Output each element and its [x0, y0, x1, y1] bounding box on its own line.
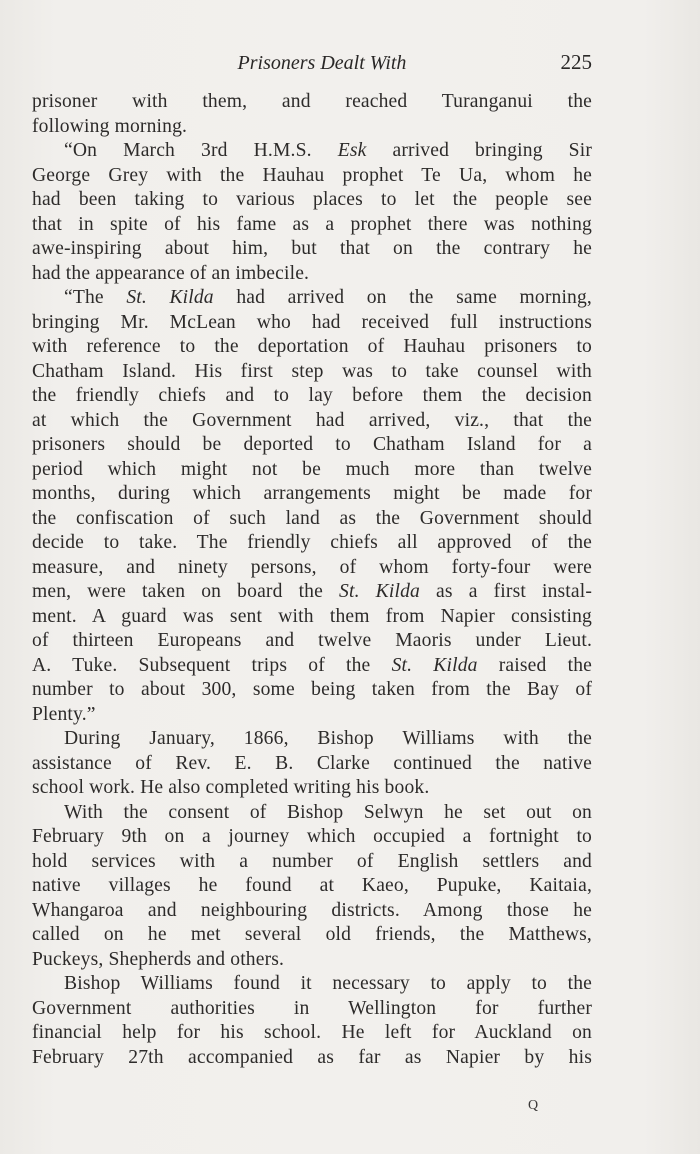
text-segment: school work. He also completed writing his book.: [32, 777, 430, 798]
text-line: [32, 752, 592, 777]
ship-name: St. Kilda: [391, 654, 478, 676]
text-line: [32, 997, 592, 1022]
text-line: [32, 311, 592, 336]
text-line: [32, 654, 592, 679]
page-number: 225: [560, 50, 592, 74]
text-line: [32, 237, 592, 262]
text-line: [32, 899, 592, 924]
text-line: [32, 164, 592, 189]
text-segment: men, were taken on board the: [32, 581, 340, 602]
text-segment: Puckeys, Shepherds and others.: [32, 948, 285, 970]
text-line: [32, 213, 592, 238]
text-line: [32, 948, 592, 973]
signature-mark: Q: [528, 1098, 539, 1113]
text-line: [32, 923, 592, 948]
text-segment: of thirteen Europeans and twelve Maoris under Lieut.: [32, 630, 592, 651]
text-line: [32, 531, 592, 556]
text-segment: arrived bringing Sir: [366, 140, 592, 161]
text-segment: Whangaroa and neighbouring districts. Among those he: [32, 899, 592, 921]
text-line: [32, 384, 592, 409]
text-line: [32, 262, 592, 287]
text-line: [32, 678, 592, 703]
text-line: [32, 482, 592, 507]
text-line: [32, 727, 592, 752]
text-segment: Plenty.”: [32, 703, 96, 725]
text-segment: financial help for his school. He left for Auckland on: [32, 1022, 592, 1043]
text-line: [32, 972, 592, 997]
text-segment: period which might not be much more than twelve: [32, 458, 592, 480]
text-line: [32, 335, 592, 360]
text-segment: ment. A guard was sent with them from Napier consisting: [32, 605, 592, 627]
text-segment: George Grey with the Hauhau prophet Te Ua, whom he: [32, 164, 592, 186]
text-line: [32, 605, 592, 630]
text-segment: with reference to the deportation of Hauhau prisoners to: [32, 336, 592, 357]
text-line: [32, 188, 592, 213]
text-line: [32, 115, 592, 140]
text-segment: measure, and ninety persons, of whom forty-four were: [32, 556, 592, 578]
text-segment: “The: [64, 287, 127, 308]
text-segment: Government authorities in Wellington for further: [32, 997, 592, 1019]
text-segment: as a first instal-: [420, 581, 593, 602]
text-segment: months, during which arrangements might be made for: [32, 483, 592, 504]
ship-name: St. Kilda: [339, 581, 420, 602]
text-line: [32, 703, 592, 728]
text-line: [32, 458, 592, 483]
text-line: [32, 629, 592, 654]
text-segment: With the consent of Bishop Selwyn he set out on: [64, 801, 592, 823]
text-segment: the friendly chiefs and to lay before them the decision: [32, 385, 592, 406]
text-segment: prisoners should be deported to Chatham Island for a: [32, 434, 592, 455]
text-line: [32, 139, 592, 164]
text-line: [32, 90, 592, 115]
text-segment: had the appearance of an imbecile.: [32, 262, 310, 284]
text-segment: that in spite of his fame as a prophet there was nothing: [32, 213, 592, 235]
text-segment: at which the Government had arrived, viz., that the: [32, 409, 592, 431]
text-segment: February 27th accompanied as far as Napier by his: [32, 1046, 592, 1068]
text-line: [32, 801, 592, 826]
text-line: [32, 580, 592, 605]
text-line: [32, 850, 592, 875]
running-title: Prisoners Dealt With: [237, 52, 407, 74]
text-line: [32, 825, 592, 850]
text-line: [32, 507, 592, 532]
text-line: [32, 286, 592, 311]
text-line: [32, 1021, 592, 1046]
text-line: [32, 874, 592, 899]
text-segment: During January, 1866, Bishop Williams with the: [64, 728, 592, 749]
text-segment: “On March 3rd H.M.S.: [64, 140, 338, 161]
text-line: [32, 433, 592, 458]
text-segment: A. Tuke. Subsequent trips of the: [32, 654, 392, 676]
ship-name: St. Kilda: [126, 287, 214, 308]
text-line: [32, 776, 592, 801]
text-segment: hold services with a number of English settlers and: [32, 850, 592, 872]
text-line: [32, 1046, 592, 1071]
text-segment: had arrived on the same morning,: [213, 287, 592, 308]
text-segment: raised the: [477, 654, 592, 676]
text-segment: awe-inspiring about him, but that on the contrary he: [32, 238, 592, 259]
text-segment: prisoner with them, and reached Turanganui the: [32, 91, 592, 112]
text-segment: bringing Mr. McLean who had received full instructions: [32, 311, 592, 333]
body-text: [32, 90, 592, 1070]
text-segment: Bishop Williams found it necessary to apply to the: [64, 973, 592, 994]
text-segment: following morning.: [32, 115, 188, 137]
text-segment: decide to take. The friendly chiefs all approved of the: [32, 532, 592, 553]
text-segment: called on he met several old friends, the Matthews,: [32, 924, 592, 945]
text-segment: number to about 300, some being taken from the Bay of: [32, 679, 592, 700]
text-line: [32, 360, 592, 385]
text-line: [32, 409, 592, 434]
text-segment: Chatham Island. His first step was to take counsel with: [32, 360, 592, 382]
text-segment: February 9th on a journey which occupied a fortnight to: [32, 826, 592, 847]
text-line: [32, 556, 592, 581]
text-segment: had been taking to various places to let the people see: [32, 189, 592, 210]
ship-name: Esk: [337, 140, 367, 161]
page-header: [32, 50, 592, 80]
text-segment: native villages he found at Kaeo, Pupuke, Kaitaia,: [32, 875, 592, 896]
text-segment: assistance of Rev. E. B. Clarke continued the native: [32, 752, 592, 774]
text-segment: the confiscation of such land as the Government should: [32, 507, 592, 529]
